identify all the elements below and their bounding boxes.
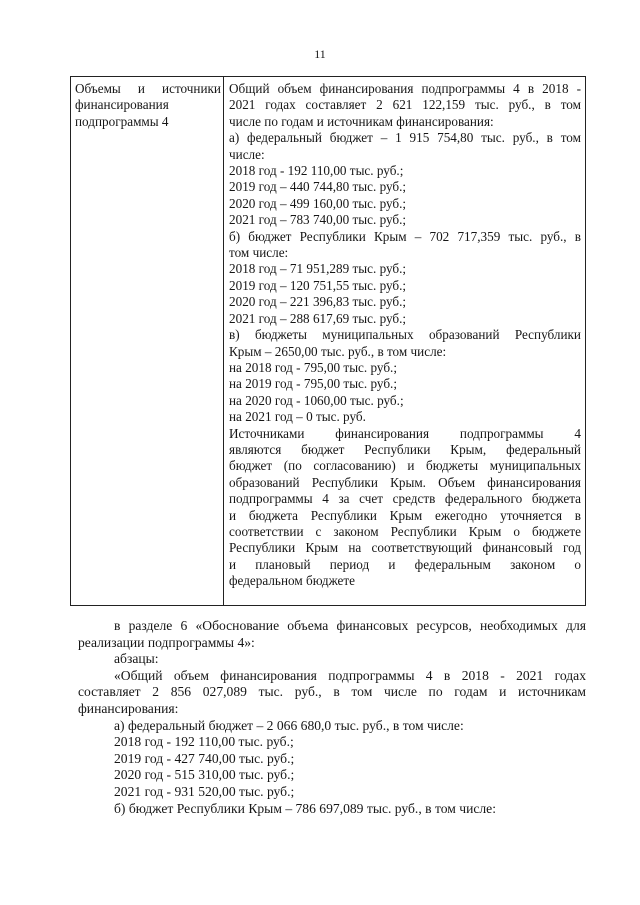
value-line: Источниками финансирования подпрограммы 4 [229,425,581,441]
label-line: финансирования [75,97,169,113]
value-line: на 2018 год - 795,00 тыс. руб.; [229,359,398,375]
paragraph-line: 2018 год - 192 110,00 тыс. руб.; [114,734,294,750]
page-number: 11 [314,47,326,61]
value-line: 2018 год - 192 110,00 тыс. руб.; [229,163,404,179]
value-line: федеральном бюджете [229,573,355,589]
body-text [78,618,586,817]
paragraph-line: 2020 год - 515 310,00 тыс. руб.; [114,767,295,783]
paragraph-line: составляет 2 856 027,089 тыс. руб., в том числе по годам и источникам [78,684,586,700]
paragraph-line: финансирования: [78,700,179,716]
value-line: бюджет (по согласованию) и бюджеты муниципальных [229,458,581,474]
paragraph-line: б) бюджет Республики Крым – 786 697,089 тыс. руб., в том числе: [114,800,496,816]
paragraph-line: «Общий объем финансирования подпрограммы 4 в 2018 - 2021 годах [114,667,586,683]
paragraph-line: а) федеральный бюджет – 2 066 680,0 тыс. руб., в том числе: [114,717,464,733]
paragraph-line: 2019 год - 427 740,00 тыс. руб.; [114,750,295,766]
value-line: числе: [229,146,265,162]
value-line: 2019 год – 440 744,80 тыс. руб.; [229,179,407,195]
value-line: 2020 год – 221 396,83 тыс. руб.; [229,294,407,310]
value-line: образований Республики Крым. Объем финансирования [229,474,581,490]
value-line: 2018 год – 71 951,289 тыс. руб.; [229,261,407,277]
value-line: а) федеральный бюджет – 1 915 754,80 тыс. руб., в том [229,130,581,146]
table-column-divider [223,77,224,605]
financing-table [70,76,586,606]
value-line: на 2021 год – 0 тыс. руб. [229,409,366,425]
paragraph-line: реализации подпрограммы 4»: [78,634,255,650]
value-line: б) бюджет Республики Крым – 702 717,359 тыс. руб., в [229,228,581,244]
value-line: на 2019 год - 795,00 тыс. руб.; [229,376,398,392]
paragraph-line: 2021 год - 931 520,00 тыс. руб.; [114,783,295,799]
table-value-cell [229,81,581,590]
value-line: подпрограммы 4 за счет средств федерального бюджета [229,491,581,507]
value-line: и плановый период и федеральным законом о [229,556,581,572]
value-line: Общий объем финансирования подпрограммы 4 в 2018 - [229,81,581,96]
value-line: 2021 годах составляет 2 621 122,159 тыс. руб., в том [229,97,581,113]
value-line: соответствии с законом Республики Крым о бюджете [229,523,581,539]
value-line: являются бюджет Республики Крым, федеральный [229,441,581,457]
value-line: 2021 год – 783 740,00 тыс. руб.; [229,212,407,228]
value-line: том числе: [229,245,289,261]
value-line: 2021 год – 288 617,69 тыс. руб.; [229,310,407,326]
paragraph-line: в разделе 6 «Обоснование объема финансовых ресурсов, необходимых для [114,618,586,633]
label-line: подпрограммы 4 [75,113,169,129]
value-line: 2019 год – 120 751,55 тыс. руб.; [229,277,407,293]
label-line: Объемы и источники [75,81,221,96]
value-line: на 2020 год - 1060,00 тыс. руб.; [229,392,404,408]
value-line: и бюджета Республики Крым ежегодно уточняется в [229,507,581,523]
value-line: в) бюджеты муниципальных образований Республики [229,327,581,343]
table-label-cell [75,81,221,130]
value-line: числе по годам и источникам финансирования: [229,113,494,129]
value-line: Республики Крым на соответствующий финансовый год [229,540,581,556]
value-line: 2020 год – 499 160,00 тыс. руб.; [229,195,407,211]
value-line: Крым – 2650,00 тыс. руб., в том числе: [229,343,447,359]
paragraph-line: абзацы: [114,651,159,667]
